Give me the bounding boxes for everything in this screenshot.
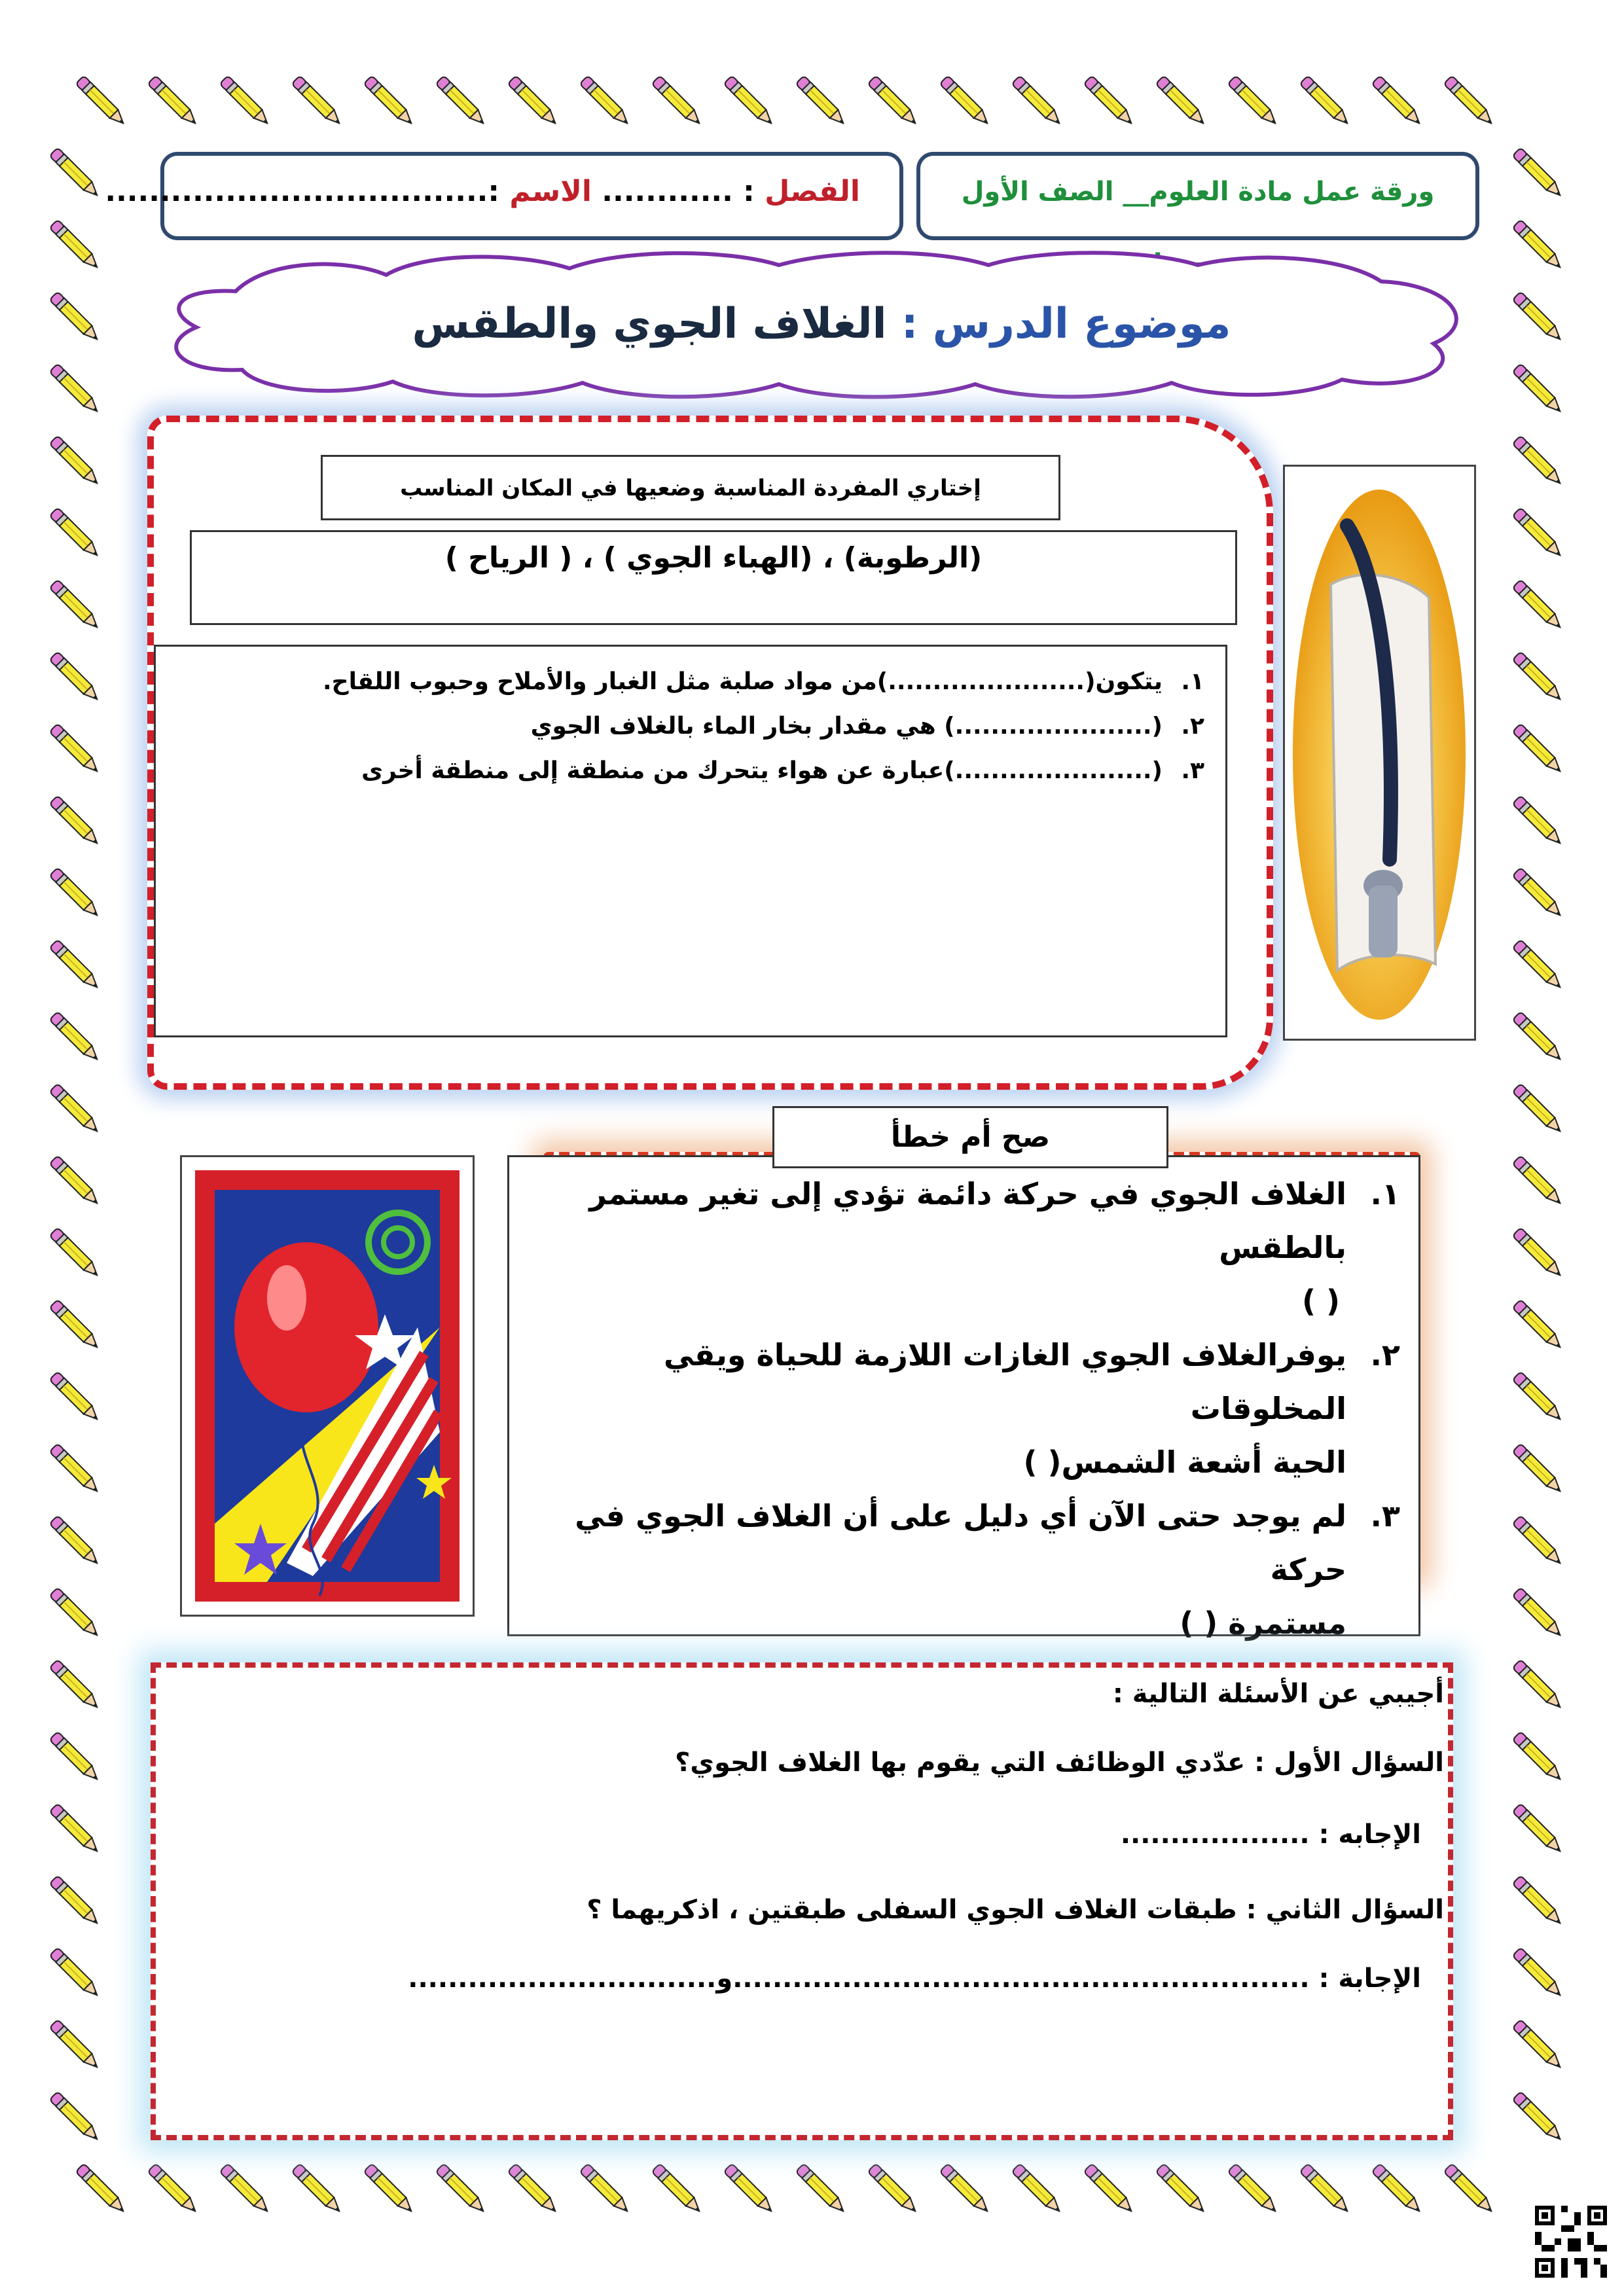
pencil-icon	[39, 1145, 111, 1217]
word-bank: (الرطوبة) ، (الهباء الجوي ) ، ( الرياح )	[444, 541, 983, 575]
pencil-icon	[425, 65, 497, 137]
pencil-border-top	[65, 65, 1506, 137]
true-false-box	[507, 1155, 1420, 1641]
true-false-item[interactable]: ٣. لم يوجد حتى الآن أي دليل على أن الغلاف الجوي في حركة مستمرة ( )	[575, 1498, 1400, 1641]
class-label: الفصل	[765, 175, 860, 208]
pencil-icon	[39, 1937, 111, 2009]
fill-blank-item[interactable]: ٢. (......................) هي مقدار بخار الماء بالغلاف الجوي	[530, 713, 1204, 740]
pencil-icon	[1502, 1145, 1574, 1217]
pencil-icon	[1502, 785, 1574, 857]
lesson-title: الغلاف الجوي والطقس	[412, 300, 887, 348]
pencil-icon	[1434, 2153, 1506, 2225]
pencil-icon	[39, 1505, 111, 1577]
pencil-icon	[1502, 1577, 1574, 1649]
pencil-icon	[39, 1793, 111, 1865]
pencil-icon	[785, 65, 857, 137]
pencil-icon	[1502, 929, 1574, 1001]
pencil-icon	[1502, 353, 1574, 425]
pencil-border-left	[39, 137, 111, 2153]
pencil-icon	[137, 65, 209, 137]
topic-separator: :	[886, 300, 933, 348]
pencil-icon	[39, 641, 111, 713]
pencil-icon	[353, 65, 425, 137]
name-blank[interactable]: :...................................	[105, 175, 499, 208]
pencil-icon	[39, 857, 111, 929]
pencil-icon	[569, 2153, 641, 2225]
pencil-icon	[1502, 1001, 1574, 1073]
pencil-border-bottom	[65, 2153, 1506, 2225]
fill-blank-item[interactable]: ٣. (......................)عبارة عن هواء يتحرك من منطقة إلى منطقة أخرى	[361, 757, 1204, 784]
pencil-icon	[1290, 2153, 1362, 2225]
lesson-title-cloud	[151, 245, 1492, 403]
pencil-icon	[39, 1721, 111, 1793]
pencil-icon	[39, 2009, 111, 2081]
pencil-icon	[1218, 2153, 1290, 2225]
pencil-icon	[1502, 137, 1574, 209]
pencil-icon	[929, 2153, 1001, 2225]
pencil-icon	[39, 2081, 111, 2153]
pencil-icon	[1502, 1721, 1574, 1793]
pencil-icon	[1290, 65, 1362, 137]
pencil-icon	[1434, 65, 1506, 137]
pencil-icon	[1074, 2153, 1146, 2225]
pencil-icon	[497, 2153, 569, 2225]
pencil-icon	[1218, 65, 1290, 137]
pencil-icon	[39, 713, 111, 785]
topic-label: موضوع الدرس	[932, 300, 1231, 348]
pencil-icon	[1502, 1433, 1574, 1505]
balloon-image-frame	[180, 1155, 475, 1617]
pencil-icon	[39, 1289, 111, 1361]
pencil-icon	[1502, 1937, 1574, 2009]
pencil-icon	[39, 209, 111, 281]
pencil-icon	[1502, 713, 1574, 785]
pencil-icon	[1362, 2153, 1434, 2225]
pencil-icon	[1502, 209, 1574, 281]
pencil-icon	[39, 1361, 111, 1433]
name-label: الاسم	[509, 175, 592, 208]
pencil-icon	[1502, 857, 1574, 929]
student-info-box	[105, 152, 903, 240]
quill-image-frame	[1283, 465, 1476, 1041]
pencil-icon	[1502, 569, 1574, 641]
pencil-icon	[929, 65, 1001, 137]
pencil-icon	[1502, 1217, 1574, 1289]
pencil-border-right	[1502, 137, 1574, 2153]
pencil-icon	[1146, 65, 1218, 137]
instruction-box	[321, 455, 1060, 520]
pencil-icon	[39, 1073, 111, 1145]
pencil-icon	[1074, 65, 1146, 137]
pencil-icon	[39, 1217, 111, 1289]
pencil-icon	[1502, 2009, 1574, 2081]
pencil-icon	[1502, 1865, 1574, 1937]
class-blank[interactable]: : ............	[602, 175, 755, 208]
pencil-icon	[857, 2153, 929, 2225]
pencil-icon	[569, 65, 641, 137]
section3-heading: أجيبي عن الأسئلة التالية :	[1112, 1679, 1444, 1709]
pencil-icon	[39, 569, 111, 641]
pencil-icon	[39, 1649, 111, 1721]
true-false-title-box	[772, 1106, 1168, 1168]
pencil-icon	[1502, 1505, 1574, 1577]
true-false-item[interactable]: ٢. يوفرالغلاف الجوي الغازات اللازمة للحياة ويقي المخلوقات الحية أشعة الشمس( )	[664, 1337, 1400, 1480]
pencil-icon	[39, 497, 111, 569]
pencil-icon	[1001, 65, 1074, 137]
worksheet-label: ورقة عمل مادة العلوم__ الصف الأول	[961, 177, 1435, 207]
instruction-text: إختاري المفردة المناسبة وضعيها في المكان المناسب	[400, 475, 981, 501]
quill-scroll-icon	[1285, 467, 1474, 1039]
pencil-icon	[65, 65, 137, 137]
pencil-icon	[39, 281, 111, 353]
pencil-icon	[1502, 1289, 1574, 1361]
word-bank-box	[190, 530, 1237, 625]
true-false-item[interactable]: ١. الغلاف الجوي في حركة دائمة تؤدي إلى تغير مستمر بالطقس ( )	[589, 1176, 1400, 1319]
pencil-icon	[713, 65, 785, 137]
true-false-list	[522, 1167, 1405, 1650]
pencil-icon	[209, 2153, 281, 2225]
questions-box	[154, 645, 1227, 1037]
pencil-icon	[1362, 65, 1434, 137]
pencil-icon	[1001, 2153, 1074, 2225]
balloon-party-icon	[182, 1157, 473, 1615]
qr-code-icon	[1535, 2206, 1607, 2278]
pencil-icon	[1502, 1073, 1574, 1145]
pencil-icon	[65, 2153, 137, 2225]
pencil-icon	[39, 1001, 111, 1073]
pencil-icon	[209, 65, 281, 137]
pencil-icon	[1502, 641, 1574, 713]
answer-2[interactable]: الإجابة : ..........................................................و...............................	[408, 1964, 1421, 1994]
pencil-icon	[39, 137, 111, 209]
fill-blank-item[interactable]: ١. يتكون(......................)من مواد صلبة مثل الغبار والأملاح وحبوب اللقاح.	[322, 668, 1204, 695]
pencil-icon	[1502, 1361, 1574, 1433]
pencil-icon	[1502, 425, 1574, 497]
pencil-icon	[1502, 497, 1574, 569]
pencil-icon	[1502, 2081, 1574, 2153]
pencil-icon	[641, 65, 713, 137]
pencil-icon	[39, 1577, 111, 1649]
pencil-icon	[353, 2153, 425, 2225]
pencil-icon	[1502, 1649, 1574, 1721]
pencil-icon	[1146, 2153, 1218, 2225]
pencil-icon	[39, 929, 111, 1001]
pencil-icon	[39, 425, 111, 497]
pencil-icon	[425, 2153, 497, 2225]
pencil-icon	[497, 65, 569, 137]
pencil-icon	[641, 2153, 713, 2225]
pencil-icon	[39, 353, 111, 425]
question-1: السؤال الأول : عدّدي الوظائف التي يقوم بها الغلاف الجوي؟	[675, 1748, 1444, 1778]
pencil-icon	[137, 2153, 209, 2225]
pencil-icon	[39, 1433, 111, 1505]
pencil-icon	[1502, 281, 1574, 353]
pencil-icon	[39, 785, 111, 857]
answer-1[interactable]: الإجابه : ...................	[1120, 1820, 1421, 1850]
pencil-icon	[281, 65, 353, 137]
true-false-title: صح أم خطأ	[890, 1121, 1051, 1154]
fill-blank-list	[175, 660, 1206, 793]
pencil-icon	[857, 65, 929, 137]
pencil-icon	[785, 2153, 857, 2225]
pencil-icon	[39, 1865, 111, 1937]
pencil-icon	[713, 2153, 785, 2225]
question-2: السؤال الثاني : طبقات الغلاف الجوي السفلى طبقتين ، اذكريهما ؟	[586, 1895, 1444, 1925]
pencil-icon	[1502, 1793, 1574, 1865]
worksheet-label-box	[916, 152, 1479, 240]
pencil-icon	[281, 2153, 353, 2225]
